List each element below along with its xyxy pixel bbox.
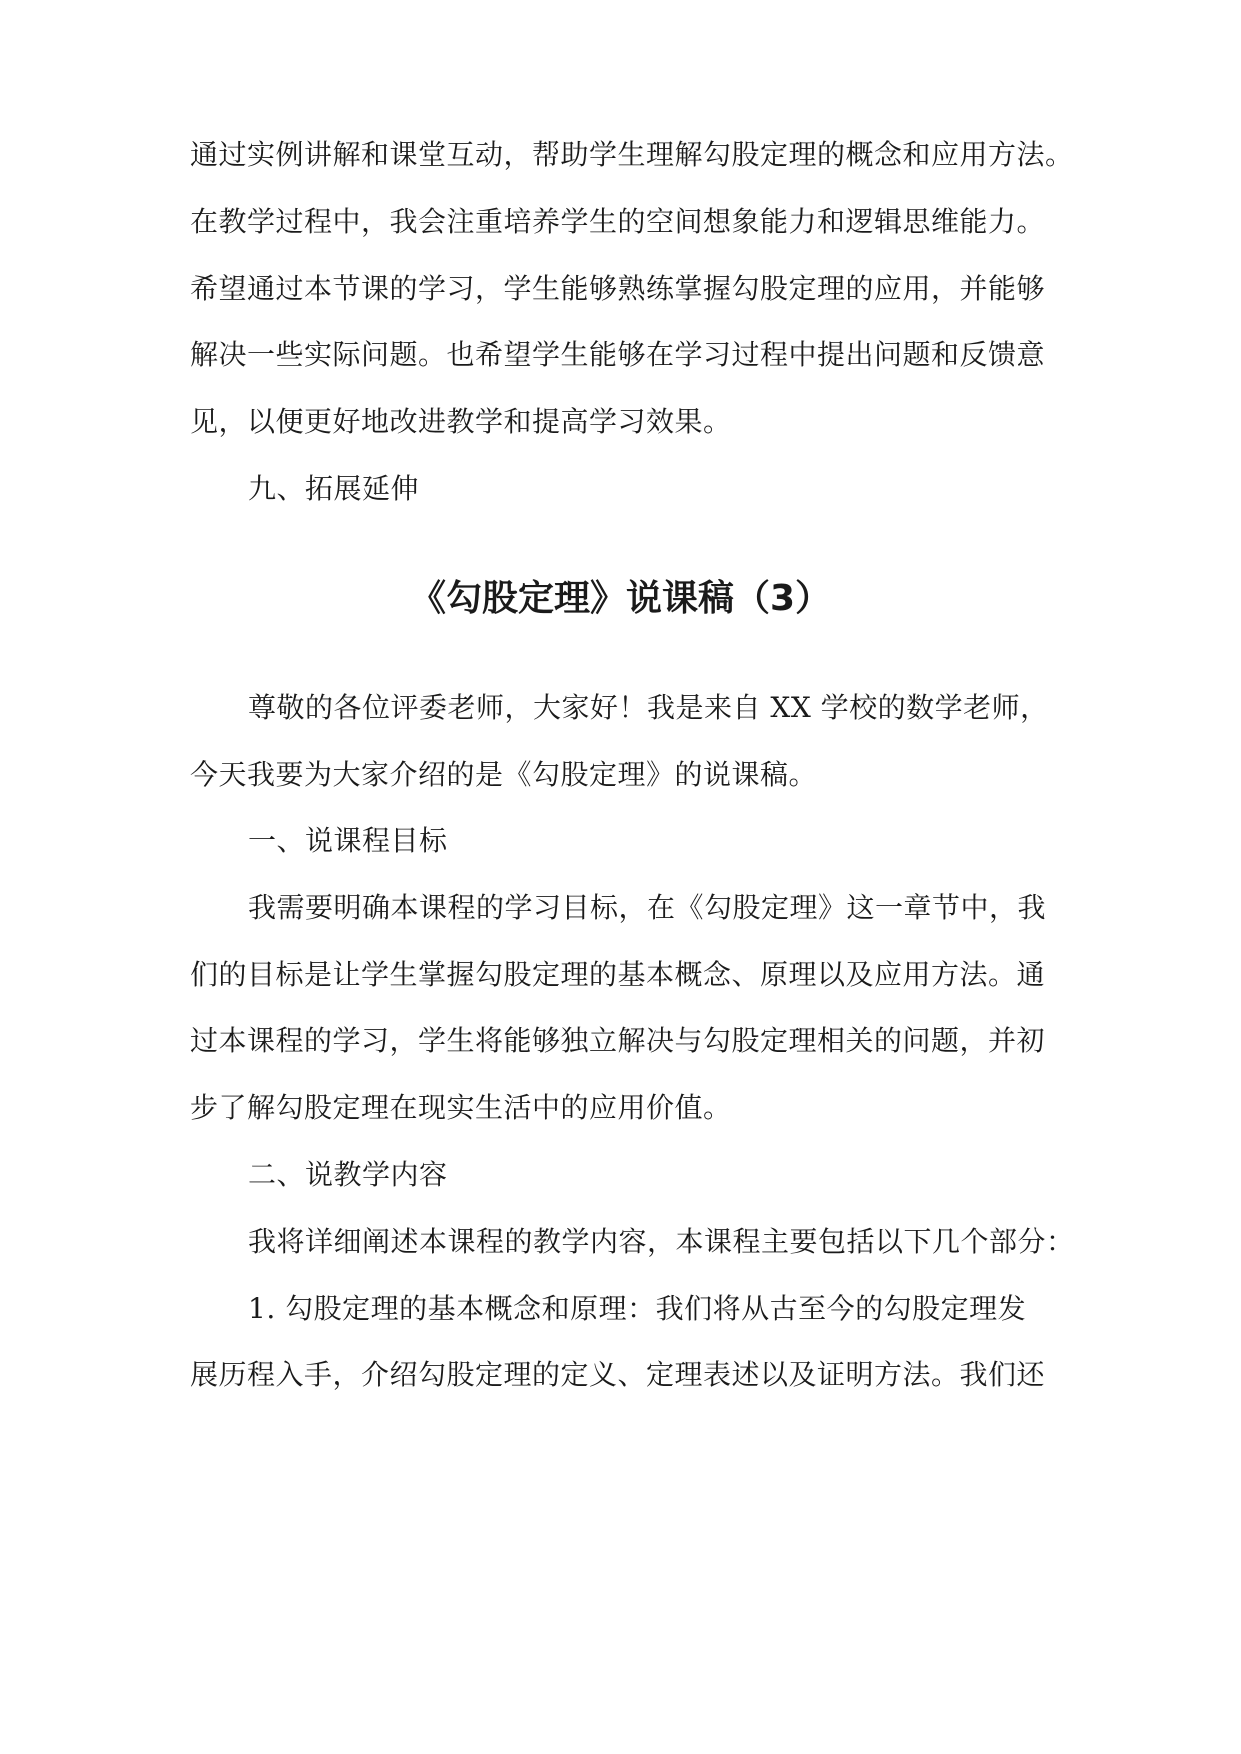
section-heading: 九、拓展延伸 <box>248 472 420 505</box>
paragraph-line: 今天我要为大家介绍的是《勾股定理》的说课稿。 <box>190 758 818 791</box>
paragraph-line: 尊敬的各位评委老师，大家好！我是来自 XX 学校的数学老师， <box>248 691 1049 724</box>
paragraph-line: 希望通过本节课的学习，学生能够熟练掌握勾股定理的应用，并能够 <box>190 272 1046 305</box>
paragraph-line: 解决一些实际问题。也希望学生能够在学习过程中提出问题和反馈意 <box>190 338 1046 371</box>
document-title: 《勾股定理》说课稿（3） <box>409 578 832 619</box>
section-heading: 一、说课程目标 <box>248 824 448 857</box>
paragraph-line: 步了解勾股定理在现实生活中的应用价值。 <box>190 1091 732 1124</box>
paragraph-line: 展历程入手，介绍勾股定理的定义、定理表述以及证明方法。我们还 <box>190 1358 1046 1391</box>
paragraph-line: 见，以便更好地改进教学和提高学习效果。 <box>190 405 732 438</box>
paragraph-line: 们的目标是让学生掌握勾股定理的基本概念、原理以及应用方法。通 <box>190 958 1046 991</box>
paragraph-line: 通过实例讲解和课堂互动，帮助学生理解勾股定理的概念和应用方法。 <box>190 138 1074 171</box>
paragraph-line: 我将详细阐述本课程的教学内容，本课程主要包括以下几个部分： <box>248 1225 1075 1258</box>
paragraph-line: 我需要明确本课程的学习目标，在《勾股定理》这一章节中，我 <box>248 891 1047 924</box>
paragraph-line: 过本课程的学习，学生将能够独立解决与勾股定理相关的问题，并初 <box>190 1024 1046 1057</box>
paragraph-line: 在教学过程中，我会注重培养学生的空间想象能力和逻辑思维能力。 <box>190 205 1046 238</box>
section-heading: 二、说教学内容 <box>248 1158 448 1191</box>
paragraph-line: 1. 勾股定理的基本概念和原理：我们将从古至今的勾股定理发 <box>248 1292 1027 1325</box>
